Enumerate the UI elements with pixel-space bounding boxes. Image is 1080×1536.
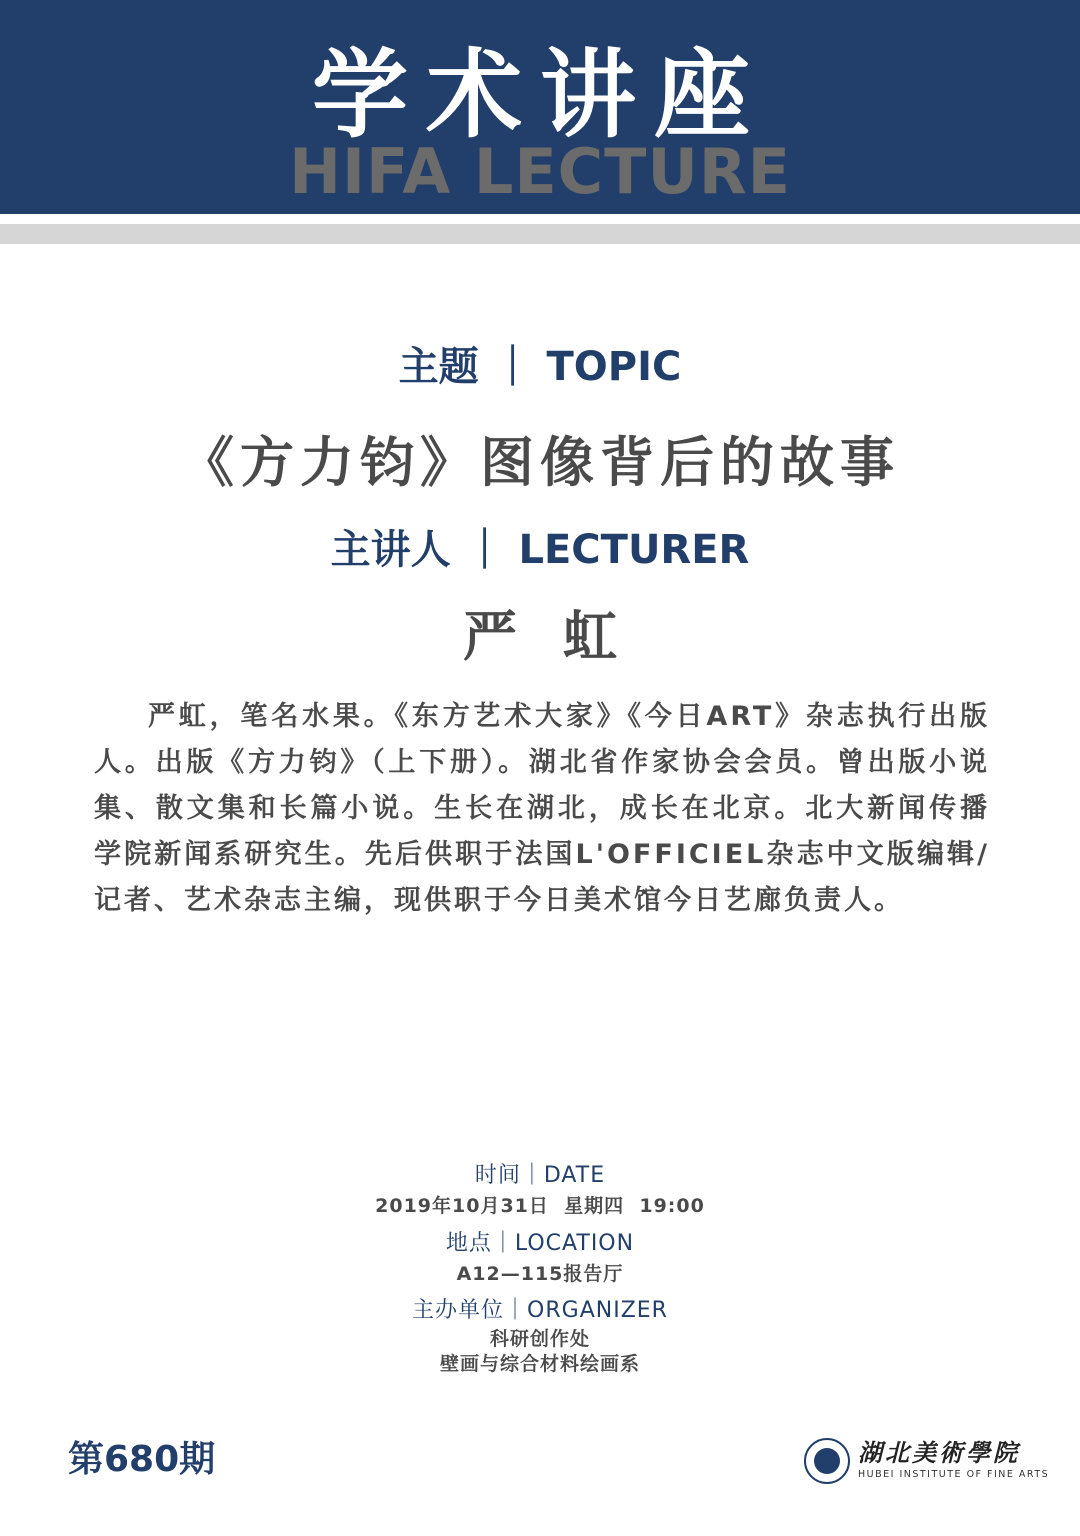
topic-label: 主题 ｜ TOPIC — [398, 344, 682, 390]
page-subtitle: HIFA LECTURE — [289, 135, 791, 208]
date-label: 时间｜DATE — [474, 1163, 606, 1188]
institute-logo — [804, 1438, 1050, 1488]
date-section — [0, 1160, 1080, 1220]
location-label: 地点｜LOCATION — [445, 1231, 635, 1256]
header-banner — [0, 0, 1080, 214]
location-section — [0, 1228, 1080, 1288]
issue-number: 第680期 — [68, 1439, 216, 1480]
institute-seal-icon — [804, 1438, 850, 1484]
bio-text: 严虹，笔名水果。《东方艺术大家》《今日ART》杂志执行出版人。出版《方力钧》（上下册）。湖北省作家协会会员。曾出版小说集、散文集和长篇小说。生长在湖北，成长在北京。北大新闻传播学院新闻系研究生。先后供职于法国L'OFFICIEL杂志中文版编辑/记者、艺术杂志主编，现供职于今日美术馆今日艺廊负责人。 — [94, 701, 990, 916]
lecturer-label: 主讲人 ｜ LECTURER — [330, 527, 750, 573]
lecturer-bio — [94, 694, 990, 924]
organizer-section — [0, 1295, 1080, 1377]
logo-english-name: HUBEI INSTITUTE OF FINE ARTS — [858, 1469, 1050, 1480]
organizer-line2: 壁画与综合材料绘画系 — [439, 1353, 640, 1375]
organizer-line1: 科研创作处 — [489, 1328, 590, 1350]
logo-chinese-name: 湖北美術學院 — [858, 1439, 1020, 1467]
topic-title: 《方力钧》图像背后的故事 — [180, 431, 900, 494]
date-value: 2019年10月31日 星期四 19:00 — [375, 1195, 705, 1217]
organizer-label: 主办单位｜ORGANIZER — [412, 1298, 668, 1323]
location-value: A12—115报告厅 — [456, 1263, 624, 1285]
lecturer-name: 严虹 — [463, 605, 663, 668]
divider-bar — [0, 224, 1080, 244]
page-title: 学术讲座 — [312, 39, 768, 151]
